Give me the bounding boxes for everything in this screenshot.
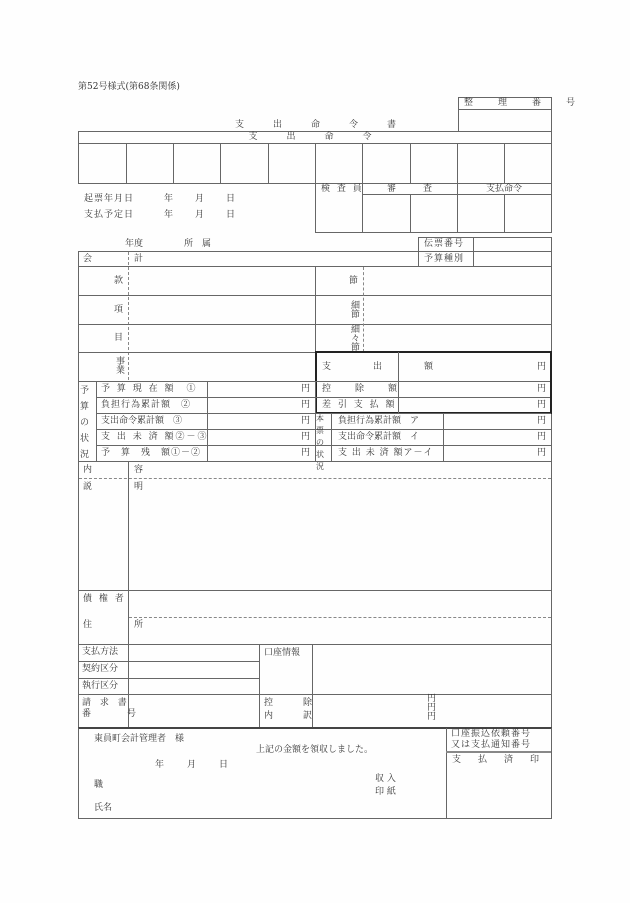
net-payment-yen: 円 (537, 400, 547, 410)
order-stamp-cell[interactable] (363, 144, 409, 183)
draft-year: 年 (164, 194, 174, 204)
invoice-number-field[interactable] (130, 695, 258, 726)
voucher-unpaid-yen: 円 (537, 448, 547, 458)
deduction-breakdown-field[interactable] (314, 695, 424, 726)
payment-method-label: 支払方法 (82, 647, 119, 657)
voucher-status-side-label: 本票の状況 (316, 414, 324, 471)
order-stamp-cell[interactable] (505, 144, 551, 183)
contract-type-field[interactable] (130, 662, 258, 677)
order-stamp-cell[interactable] (221, 144, 267, 183)
payment-date-label: 支払予定日 (84, 210, 135, 220)
position-label: 職 (94, 780, 104, 790)
form-title: 支 出 命 令 書 (235, 120, 407, 130)
saisetsu-label: 細節 (349, 300, 359, 318)
divider (207, 381, 208, 461)
divider (259, 644, 260, 727)
order-stamp-cell[interactable] (127, 144, 172, 183)
order-header: 支 出 命 令 (248, 132, 382, 142)
expenditure-yen: 円 (537, 362, 547, 372)
voucher-order-field[interactable] (445, 430, 535, 444)
divider (315, 266, 316, 353)
moku-field[interactable] (130, 325, 314, 351)
jigyou-field[interactable] (130, 353, 314, 380)
voucher-number-label: 伝票番号 (424, 239, 465, 249)
voucher-unpaid-label: 支 出 未 済 額ア－イ (338, 448, 434, 458)
receipt-day: 日 (219, 760, 229, 770)
voucher-number-field[interactable] (474, 238, 551, 251)
content-field[interactable] (130, 462, 550, 477)
form-number: 第52号様式(第68条関係) (78, 82, 180, 92)
budget-current-label: 予 算 現 在 額 ① (101, 384, 198, 394)
account-info-field[interactable] (314, 645, 550, 693)
deduction-breakdown-label-2: 内 訳 (264, 711, 317, 721)
paid-stamp-label: 支 払 済 印 (452, 755, 544, 765)
expenditure-label: 支 出 額 (322, 362, 442, 372)
order-total-field[interactable] (209, 414, 299, 428)
order-stamp-cell[interactable] (79, 144, 125, 183)
deduction-yen-2: 円 (427, 703, 437, 713)
inspector-label: 検 査 員 (321, 184, 364, 194)
invoice-number-label-2: 番 号 (82, 709, 143, 719)
kou-label: 項 (114, 305, 124, 315)
name-label: 氏名 (94, 803, 113, 813)
budget-remaining-label: 予 算 残 額①－② (101, 448, 202, 458)
dashed-divider (79, 478, 551, 479)
divider (410, 194, 411, 232)
dashed-divider (129, 617, 551, 618)
setsu-field[interactable] (365, 267, 550, 294)
order-stamp-cell[interactable] (411, 144, 456, 183)
reference-number-field[interactable] (459, 110, 551, 131)
deduction-breakdown-label-1: 控 除 (264, 698, 317, 708)
commitment-total-label: 負担行為累計額 ② (101, 400, 192, 410)
kan-field[interactable] (130, 267, 314, 294)
unpaid-field[interactable] (209, 430, 299, 444)
voucher-order-yen: 円 (537, 432, 547, 442)
moku-label: 目 (114, 333, 124, 343)
budget-remaining-field[interactable] (209, 446, 299, 460)
draft-date-label: 起票年月日 (84, 194, 135, 204)
budget-type-label: 予算種別 (424, 254, 465, 264)
voucher-unpaid-field[interactable] (445, 446, 535, 460)
unpaid-yen: 円 (301, 432, 311, 442)
budget-status-side-label: 予算の状況 (80, 386, 90, 460)
order-stamp-cell[interactable] (174, 144, 219, 183)
received-text: 上記の金額を領収しました。 (256, 745, 374, 755)
deduction-yen-3: 円 (427, 712, 437, 722)
divider (331, 413, 332, 461)
voucher-commitment-yen: 円 (537, 416, 547, 426)
order-total-label: 支出命令累計額 ③ (101, 416, 183, 426)
deduction-yen-1: 円 (427, 694, 437, 704)
contract-type-label: 契約区分 (82, 664, 119, 674)
explanation-field[interactable] (130, 480, 550, 589)
budget-current-yen: 円 (301, 384, 311, 394)
order-stamp-cell[interactable] (316, 144, 361, 183)
revenue-stamp-label-2: 印 紙 (375, 787, 396, 797)
accounting-label: 会 計 (83, 254, 152, 264)
divider (128, 461, 129, 590)
saisaisetsu-label: 細々節 (349, 324, 359, 351)
saisetsu-field[interactable] (365, 296, 550, 323)
commitment-total-field[interactable] (209, 398, 299, 412)
explanation-label: 説 明 (83, 482, 152, 492)
receipt-year: 年 (155, 760, 165, 770)
net-payment-label: 差 引 支 払 額 (322, 400, 397, 410)
receipt-month: 月 (187, 760, 197, 770)
receipt-addressee: 東員町会計管理者 様 (94, 734, 185, 744)
paid-stamp-field[interactable] (448, 768, 550, 817)
voucher-commitment-label: 負担行為累計額 ア (338, 416, 420, 426)
position-field[interactable] (108, 778, 348, 792)
transfer-request-label-2: 又は支払通知番号 (451, 740, 532, 750)
payment-day: 日 (226, 210, 236, 220)
expenditure-amount-field[interactable] (400, 353, 534, 380)
deduction-yen: 円 (537, 384, 547, 394)
divider (504, 194, 505, 232)
fiscal-year-label: 年度 (125, 239, 144, 249)
dashed-divider (128, 252, 129, 380)
deduction-amount-field[interactable] (400, 382, 534, 396)
divider (443, 413, 444, 461)
net-payment-amount-field[interactable] (400, 398, 534, 412)
order-stamp-cell[interactable] (458, 144, 503, 183)
voucher-order-label: 支出命令累計額 イ (338, 432, 420, 442)
kan-label: 款 (114, 276, 124, 286)
divider (446, 751, 551, 753)
order-total-yen: 円 (301, 416, 311, 426)
voucher-commitment-field[interactable] (445, 414, 535, 428)
draft-month: 月 (195, 194, 205, 204)
address-label: 住 所 (83, 620, 152, 630)
department-label: 所 属 (184, 239, 212, 249)
saisaisetsu-field[interactable] (365, 325, 550, 351)
creditor-field[interactable] (130, 591, 550, 616)
accounting-field[interactable] (130, 252, 417, 266)
budget-remaining-yen: 円 (301, 448, 311, 458)
draft-day: 日 (226, 194, 236, 204)
invoice-number-label-1: 請 求 書 (82, 698, 130, 708)
address-field[interactable] (130, 619, 550, 643)
order-stamp-cell[interactable] (269, 144, 314, 183)
content-label: 内 容 (83, 465, 152, 475)
payment-year: 年 (164, 210, 174, 220)
execution-type-field[interactable] (130, 679, 258, 693)
transfer-request-label-1: 口座振込依頼番号 (451, 729, 532, 739)
divider (96, 381, 97, 461)
name-field[interactable] (108, 800, 348, 816)
unpaid-label: 支 出 未 済 額②－③ (101, 432, 209, 442)
account-info-label: 口座情報 (264, 648, 301, 658)
jigyou-label: 事業 (114, 356, 124, 374)
kou-field[interactable] (130, 296, 314, 323)
payment-order-label: 支払命令 (485, 184, 522, 194)
divider (446, 728, 447, 818)
review-label: 審 査 (386, 184, 432, 194)
creditor-label: 債 権 者 (83, 594, 126, 604)
commitment-total-yen: 円 (301, 400, 311, 410)
budget-current-field[interactable] (209, 382, 299, 396)
payment-month: 月 (195, 210, 205, 220)
setsu-label: 節 (349, 276, 359, 286)
deduction-label: 控 除 額 (322, 384, 400, 394)
dashed-divider (363, 267, 364, 352)
payment-method-field[interactable] (130, 645, 258, 660)
execution-type-label: 執行区分 (82, 681, 119, 691)
reference-number-label: 整 理 番 号 (464, 98, 584, 108)
revenue-stamp-label-1: 収 入 (375, 774, 396, 784)
